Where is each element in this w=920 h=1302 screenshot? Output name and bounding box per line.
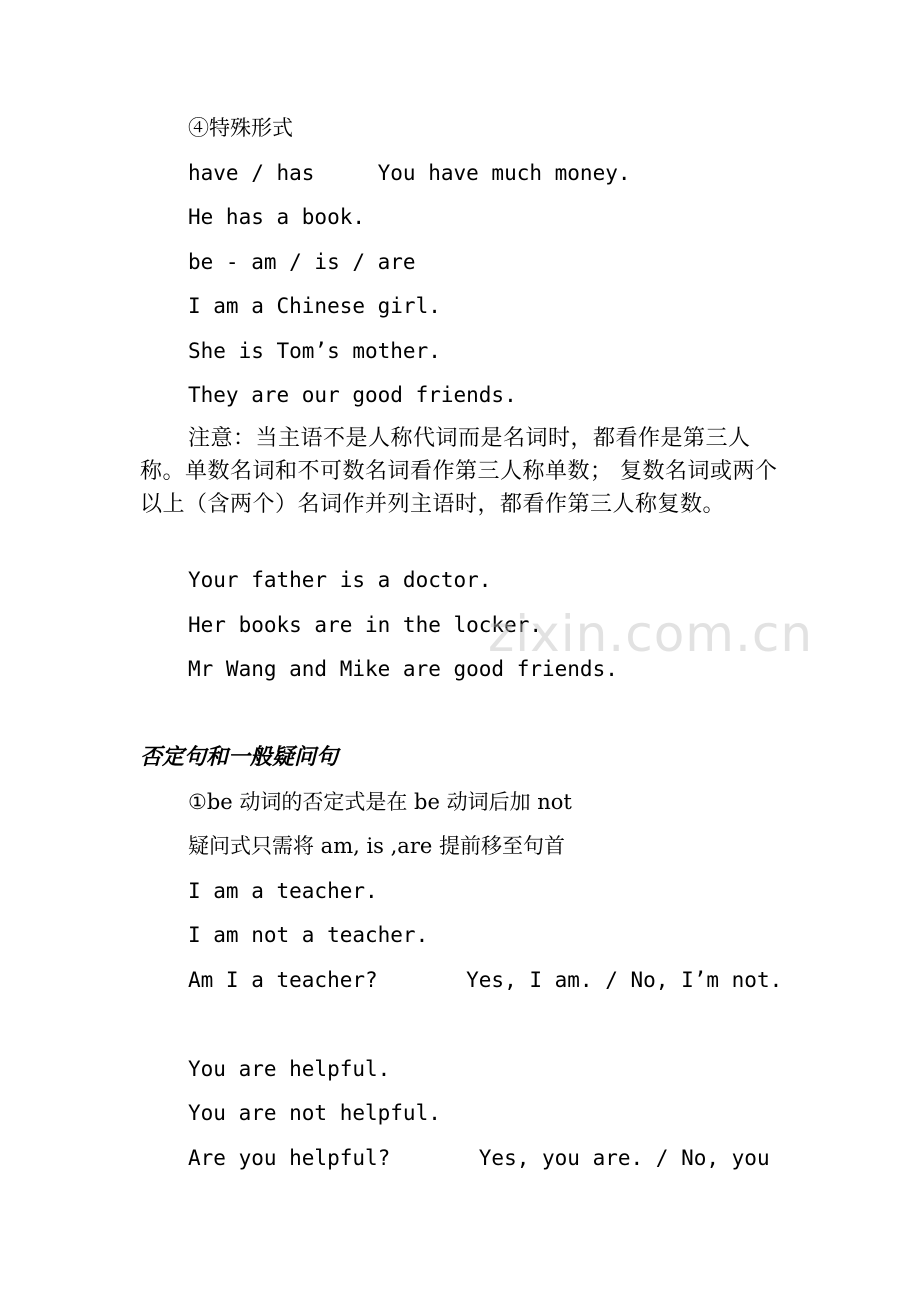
watermark: zixin.com.cn (488, 605, 814, 663)
example-line: I am a Chinese girl. (188, 294, 441, 318)
rule-line: ①be 动词的否定式是在 be 动词后加 not (188, 790, 572, 814)
example-line: Mr Wang and Mike are good friends. (188, 657, 618, 681)
example-line: have / has You have much money. (188, 161, 631, 185)
example-line: Am I a teacher? Yes, I am. / No, I’m not. (188, 968, 783, 992)
example-line: You are not helpful. (188, 1101, 441, 1125)
example-line: Are you helpful? Yes, you are. / No, you (188, 1146, 770, 1170)
example-line: Your father is a doctor. (188, 568, 492, 592)
example-line: be - am / is / are (188, 250, 416, 274)
example-line: They are our good friends. (188, 383, 517, 407)
example-line: He has a book. (188, 205, 366, 229)
special-forms-title: ④特殊形式 (188, 116, 293, 140)
example-line: I am a teacher. (188, 879, 378, 903)
note-paragraph: 注意：当主语不是人称代词而是名词时，都看作是第三人称。单数名词和不可数名词看作第三人称单数； 复数名词或两个以上（含两个）名词作并列主语时，都看作第三人称复数。 (140, 426, 778, 517)
example-line: I am not a teacher. (188, 923, 429, 947)
example-line: She is Tom’s mother. (188, 339, 441, 363)
example-line: You are helpful. (188, 1057, 391, 1081)
section-heading: 否定句和一般疑问句 (140, 744, 339, 770)
rule-line: 疑问式只需将 am, is ,are 提前移至句首 (188, 834, 565, 858)
example-line: Her books are in the locker. (188, 613, 543, 637)
